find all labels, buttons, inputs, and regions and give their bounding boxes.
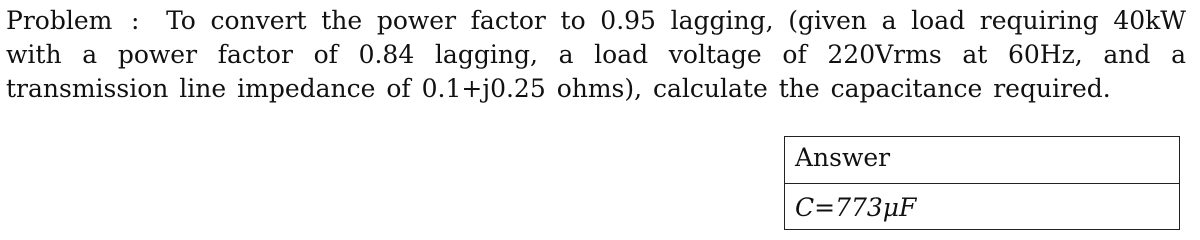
problem-text: To convert the power factor to 0.95 lagging, (given a load requiring 40kW with a power factor of 0.84 lagging, a load voltage of 220Vrms at 60Hz, and a transmission line impedance of 0.1+j0.25 ohms), calculate the capacitance required.: [6, 6, 1186, 103]
problem-statement: [6, 4, 1186, 106]
answer-title: Answer: [795, 143, 891, 172]
answer-value: C=773μF: [795, 193, 917, 222]
answer-divider: [785, 183, 1179, 184]
answer-box: [784, 136, 1180, 230]
problem-colon: :: [130, 6, 140, 35]
problem-label: Problem: [6, 6, 113, 35]
